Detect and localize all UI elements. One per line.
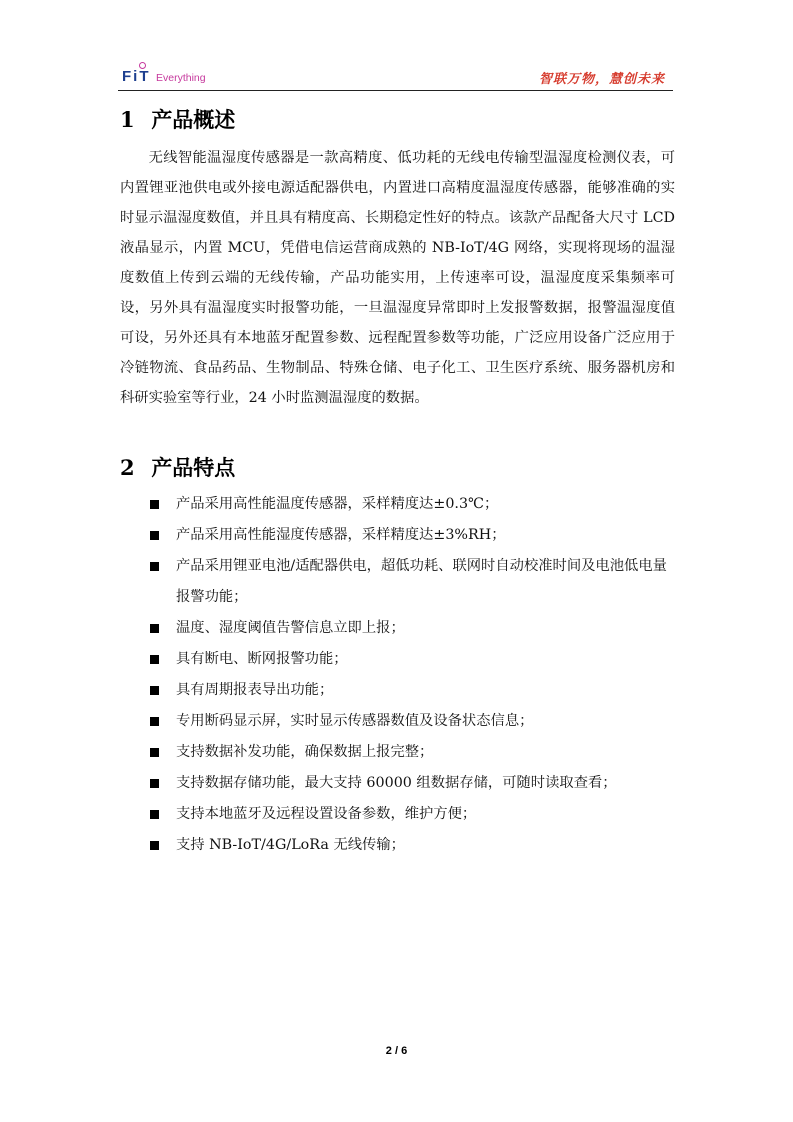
list-item — [120, 644, 675, 675]
feature-text: 支持 NB-IoT/4G/LoRa 无线传输； — [176, 837, 405, 853]
page-number: 2 / 6 — [385, 1045, 408, 1057]
list-item — [120, 520, 675, 551]
square-bullet-icon — [150, 624, 159, 633]
list-item — [120, 799, 675, 830]
section-title: 产品概述 — [151, 108, 236, 132]
section-title: 产品特点 — [151, 456, 236, 480]
square-bullet-icon — [150, 655, 159, 664]
list-item — [120, 551, 675, 613]
logo-subtitle: Everything — [156, 72, 206, 84]
feature-text: 产品采用高性能湿度传感器，采样精度达±3%RH； — [176, 527, 506, 543]
square-bullet-icon — [150, 500, 159, 509]
list-item — [120, 613, 675, 644]
section-number: 1 — [120, 107, 135, 132]
square-bullet-icon — [150, 531, 159, 540]
overview-paragraph: 无线智能温湿度传感器是一款高精度、低功耗的无线电传输型温湿度检测仪表，可内置锂亚池供电或外接电源适配器供电，内置进口高精度温湿度传感器，能够准确的实时显示温湿度数值，并且具有精度高、长期稳定性好的特点。该款产品配备大尺寸 LCD 液晶显示，内置 MCU，凭借电信运营商成熟的 NB-IoT/4G 网络，实现将现场的温湿度数值上传到云端的无线传输，产品功能实用，上传速率可设，温湿度度采集频率可设，另外具有温湿度实时报警功能，一旦温湿度异常即时上发报警数据，报警温湿度值可设，另外还具有本地蓝牙配置参数、远程配置参数等功能，广泛应用设备广泛应用于冷链物流、食品药品、生物制品、特殊仓储、电子化工、卫生医疗系统、服务器机房和科研实验室等行业，24 小时监测温湿度的数据。 — [120, 150, 675, 406]
square-bullet-icon — [150, 686, 159, 695]
list-item — [120, 675, 675, 706]
header-slogan: 智联万物，慧创未来 — [538, 72, 665, 87]
square-bullet-icon — [150, 779, 159, 788]
square-bullet-icon — [150, 562, 159, 571]
square-bullet-icon — [150, 748, 159, 757]
header-divider — [118, 90, 673, 91]
feature-text: 专用断码显示屏，实时显示传感器数值及设备状态信息； — [176, 713, 534, 729]
feature-text: 支持本地蓝牙及远程设置设备参数，维护方便； — [176, 806, 477, 822]
square-bullet-icon — [150, 810, 159, 819]
list-item — [120, 830, 675, 861]
section-heading-features — [120, 452, 235, 482]
page-header — [118, 62, 673, 92]
feature-text: 产品采用锂亚电池/适配器供电，超低功耗、联网时自动校准时间及电池低电量报警功能； — [176, 558, 667, 605]
list-item — [120, 737, 675, 768]
square-bullet-icon — [150, 717, 159, 726]
logo-text: FiT — [122, 68, 151, 85]
square-bullet-icon — [150, 841, 159, 850]
section-number: 2 — [120, 455, 135, 480]
feature-text: 产品采用高性能温度传感器，采样精度达±0.3℃； — [176, 496, 499, 512]
list-item — [120, 706, 675, 737]
list-item — [120, 768, 675, 799]
list-item — [120, 489, 675, 520]
feature-text: 支持数据补发功能，确保数据上报完整； — [176, 744, 434, 760]
feature-text: 具有周期报表导出功能； — [176, 682, 334, 698]
feature-list — [120, 489, 675, 861]
section-heading-overview — [120, 104, 235, 134]
feature-text: 温度、湿度阈值告警信息立即上报； — [176, 620, 405, 636]
feature-text: 支持数据存储功能，最大支持 60000 组数据存储，可随时读取查看； — [176, 775, 617, 791]
feature-text: 具有断电、断网报警功能； — [176, 651, 348, 667]
